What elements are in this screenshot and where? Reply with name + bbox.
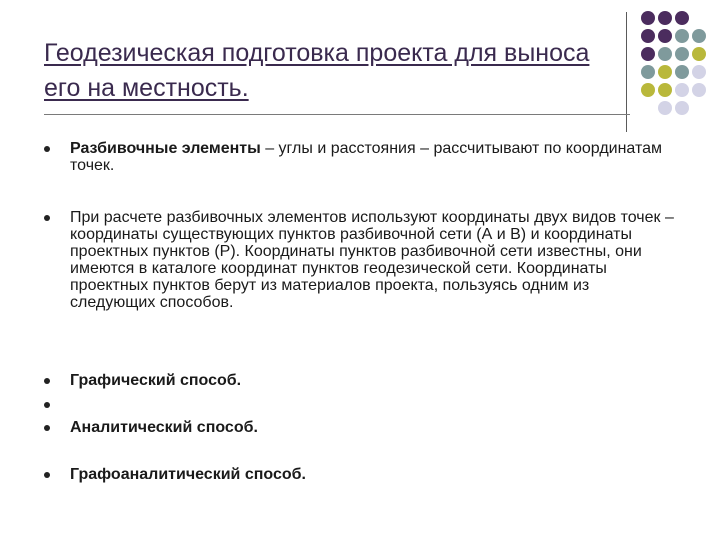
bullet-body: – углы и расстояния – рассчитывают по координатам точек. xyxy=(70,140,663,174)
bullet-dot-icon xyxy=(44,425,50,431)
bullet-text xyxy=(70,466,674,483)
bullet-text xyxy=(70,372,674,389)
bullet-text xyxy=(70,419,674,436)
bullet-dot-icon xyxy=(44,402,50,408)
bullet-bold-term: Аналитический способ. xyxy=(70,419,258,436)
bullet-bold-term: Графический способ. xyxy=(70,372,242,389)
bullet-body: При расчете разбивочных элементов используют координаты двух видов точек – координаты существующих пунктов разбивочной сети (А и В) и координаты проектных пунктов (Р). Координаты пунктов разбивочной сети известны, они имеются в каталоге координат пунктов геодезической сети. Координаты проектных пунктов берут из материалов проекта, пользуясь одним из следующих способов. xyxy=(70,209,674,311)
bullet-bold-term: Разбивочные элементы xyxy=(70,140,261,157)
bullet-dot-icon xyxy=(44,215,50,221)
bullet-bold-term: Графоаналитический способ. xyxy=(70,466,306,483)
bullet-text xyxy=(70,140,674,174)
bullet-dot-icon xyxy=(44,146,50,152)
bullet-dot-icon xyxy=(44,378,50,384)
slide-title: Геодезическая подготовка проекта для выноса его на местность. xyxy=(44,39,590,102)
bullet-dot-icon xyxy=(44,472,50,478)
bullet-text xyxy=(70,209,674,311)
